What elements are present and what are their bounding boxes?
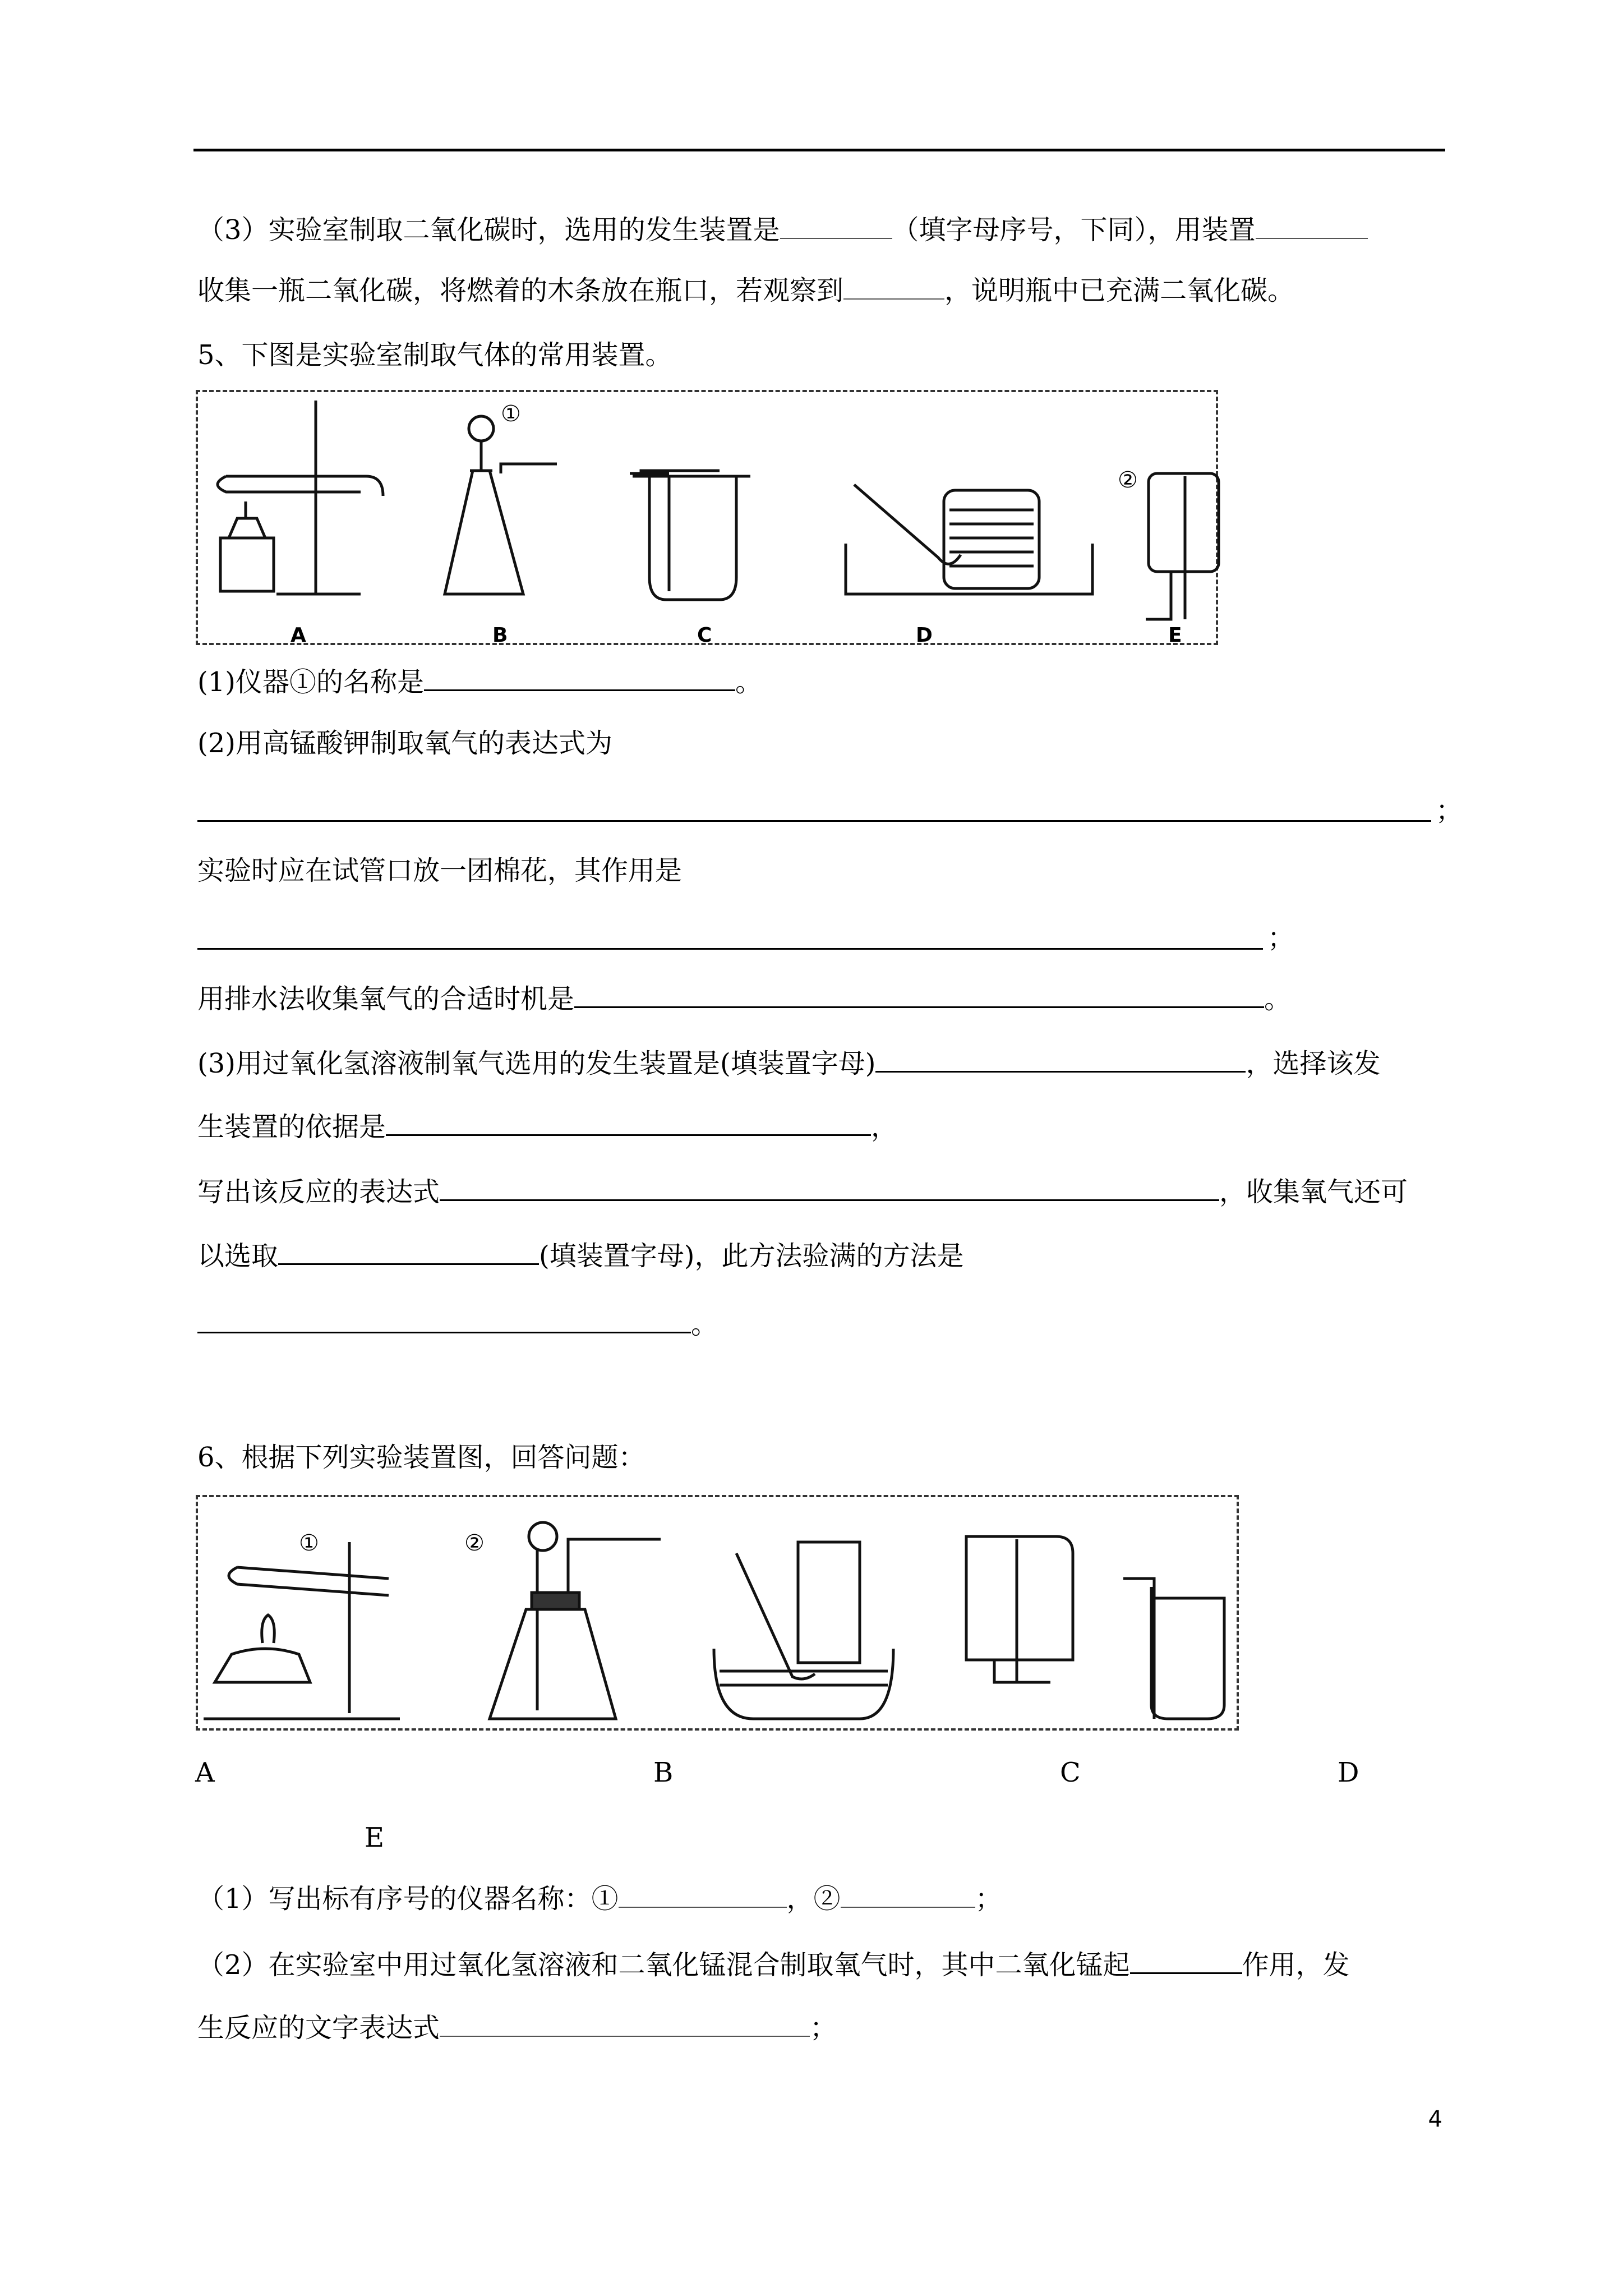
answer-blank[interactable] <box>875 1046 1246 1073</box>
q6-label-b: B <box>653 1757 674 1788</box>
q4-3-line1: （3）实验室制取二氧化碳时，选用的发生装置是 （填字母序号，下同），用装置 <box>197 213 1368 247</box>
q5-marker2: ② <box>1118 467 1138 493</box>
q6-marker1: ① <box>299 1530 319 1556</box>
q5-title: 5、下图是实验室制取气体的常用装置。 <box>197 339 672 371</box>
q5-part2: (2)用高锰酸钾制取氧气的表达式为 <box>197 728 612 759</box>
answer-line[interactable] <box>197 948 1263 950</box>
q5-marker1: ① <box>501 401 521 427</box>
q5-part9: 。 <box>197 1307 718 1341</box>
q6-part2: （2）在实验室中用过氧化氢溶液和二氧化锰混合制取氧气时，其中二氧化锰起 作用，发 <box>197 1948 1350 1982</box>
q6-part3: 生反应的文字表达式 ； <box>197 2012 837 2044</box>
q6-apparatus-figure <box>196 1495 1239 1731</box>
answer-blank[interactable] <box>619 1882 787 1908</box>
answer-line[interactable] <box>197 820 1431 822</box>
answer-blank[interactable] <box>843 274 944 300</box>
q6-part1: （1）写出标有序号的仪器名称：① ，② ； <box>197 1883 1002 1915</box>
answer-blank[interactable] <box>841 1882 975 1908</box>
answer-blank[interactable] <box>424 665 735 691</box>
q6-label-a: A <box>195 1757 215 1788</box>
q6-label-e: E <box>365 1822 385 1853</box>
q5-label-a: A <box>291 624 306 647</box>
answer-blank[interactable] <box>780 213 892 239</box>
q5-part7: 写出该反应的表达式 ，收集氧气还可 <box>197 1175 1408 1209</box>
q5-label-b: B <box>492 624 508 647</box>
q5-part4: 用排水法收集氧气的合适时机是 。 <box>197 982 1291 1016</box>
q6-marker2: ② <box>464 1530 485 1556</box>
q5-part1: (1)仪器①的名称是 。 <box>197 665 762 699</box>
q5-part2-end: ； <box>1436 795 1463 826</box>
q4-3-line2: 收集一瓶二氧化碳，将燃着的木条放在瓶口，若观察到 ，说明瓶中已充满二氧化碳。 <box>197 275 1295 306</box>
answer-blank[interactable] <box>386 1110 871 1136</box>
q5-label-d: D <box>916 624 933 647</box>
q5-label-e: E <box>1168 624 1182 647</box>
q5-label-c: C <box>697 624 712 647</box>
q5-part3-end: ； <box>1267 922 1295 954</box>
q5-part6: 生装置的依据是 ， <box>197 1110 898 1144</box>
header-rule <box>193 149 1445 151</box>
answer-blank[interactable] <box>1256 213 1368 239</box>
q6-label-c: C <box>1060 1757 1081 1788</box>
q5-part5: (3)用过氧化氢溶液制氧气选用的发生装置是(填装置字母) ，选择该发 <box>197 1046 1380 1080</box>
page-number: 4 <box>1428 2106 1442 2132</box>
q6-label-d: D <box>1338 1757 1359 1788</box>
answer-blank[interactable] <box>197 1307 691 1333</box>
q6-title: 6、根据下列实验装置图，回答问题： <box>197 1442 645 1473</box>
answer-blank[interactable] <box>1130 1948 1242 1974</box>
answer-blank[interactable] <box>278 1239 539 1265</box>
answer-blank[interactable] <box>574 982 1264 1008</box>
answer-blank[interactable] <box>440 1175 1219 1201</box>
q6-apparatus-drawing <box>198 1497 1241 1733</box>
answer-blank[interactable] <box>440 2011 810 2037</box>
q5-part8: 以选取 (填装置字母)，此方法验满的方法是 <box>197 1239 963 1273</box>
q5-part3: 实验时应在试管口放一团棉花，其作用是 <box>197 855 683 886</box>
q5-apparatus-figure <box>196 390 1218 645</box>
q5-apparatus-drawing <box>198 392 1220 647</box>
